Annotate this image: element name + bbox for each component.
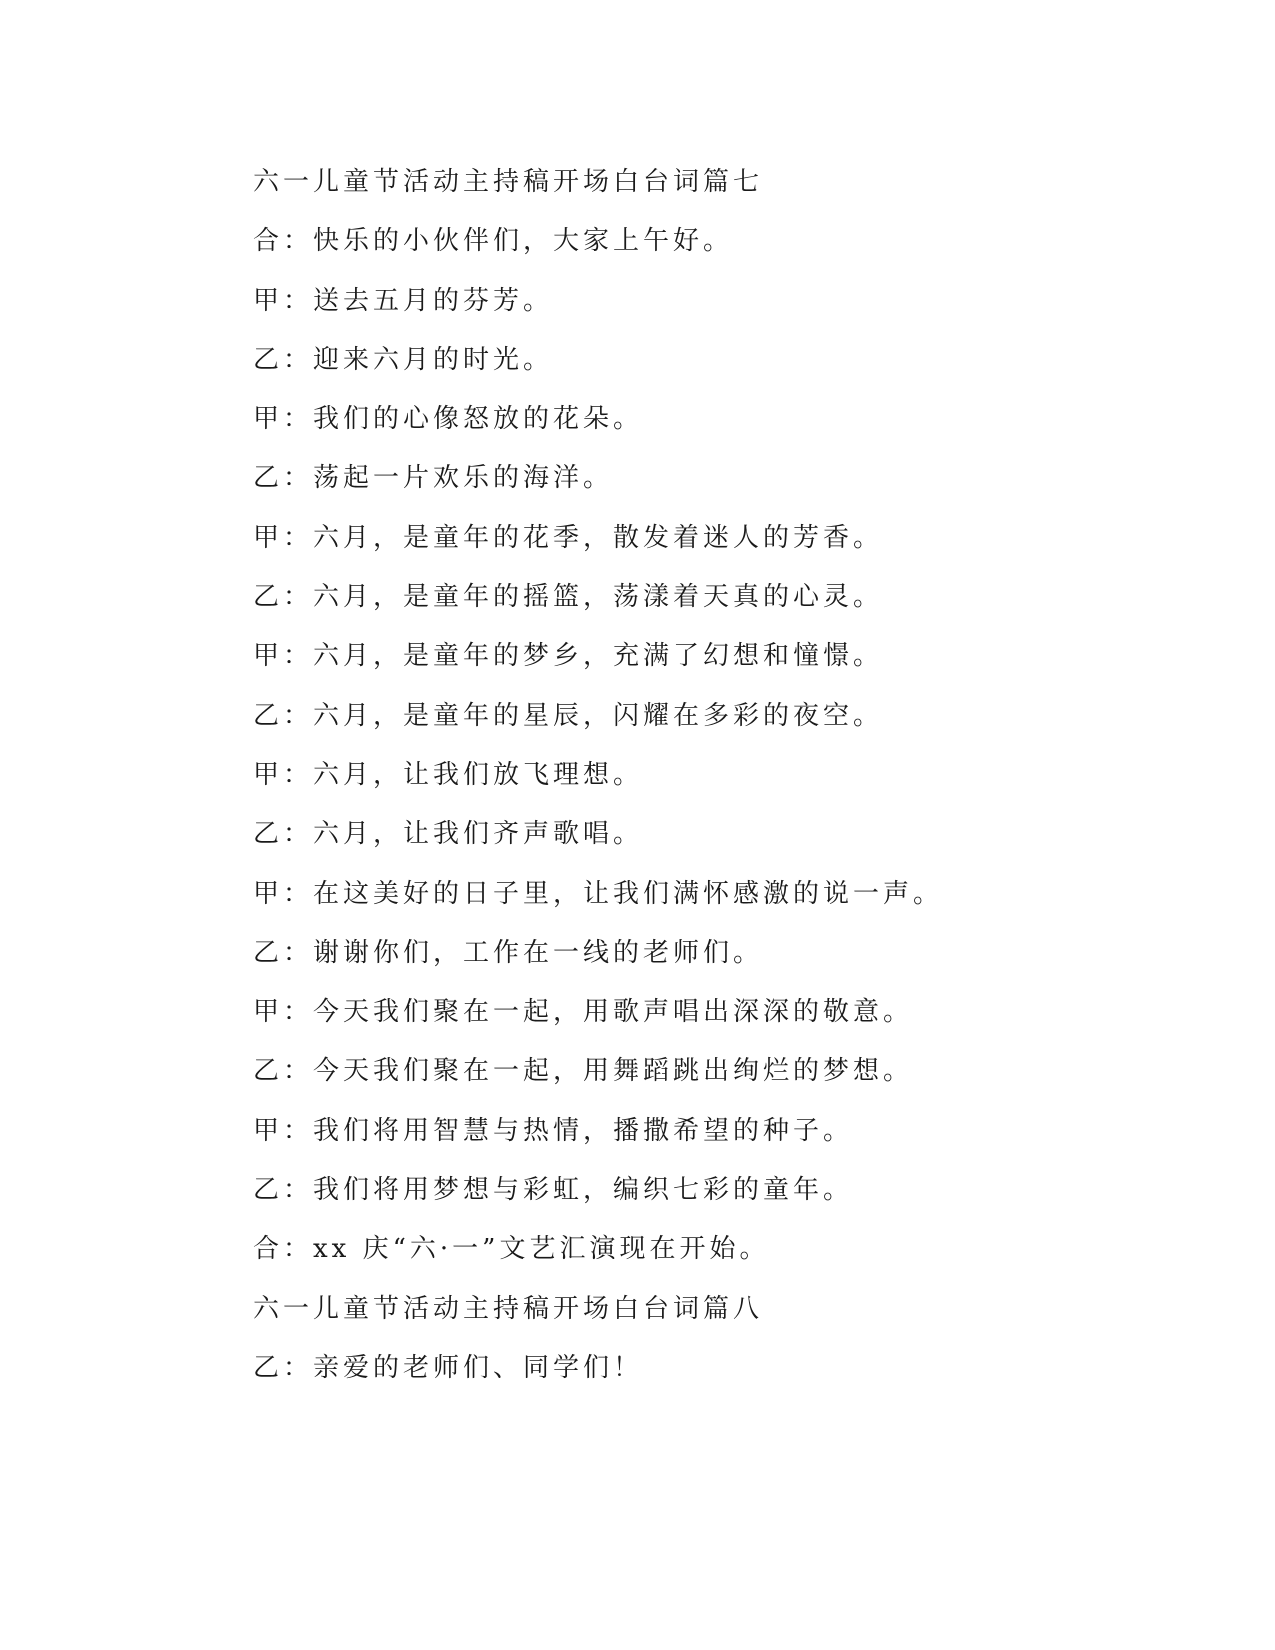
dialogue-line: 乙：六月，是童年的星辰，闪耀在多彩的夜空。 [253,700,884,731]
dialogue-line: 乙：迎来六月的时光。 [253,344,554,375]
dialogue-line: 乙：荡起一片欢乐的海洋。 [253,463,614,494]
dialogue-line: 甲：六月，是童年的梦乡，充满了幻想和憧憬。 [253,641,884,672]
dialogue-line: 乙：我们将用梦想与彩虹，编织七彩的童年。 [253,1175,854,1206]
dialogue-line: 合：xx 庆“六·一”文艺汇演现在开始。 [253,1234,770,1265]
dialogue-line: 乙：六月，让我们齐声歌唱。 [253,819,644,850]
dialogue-line: 合：快乐的小伙伴们，大家上午好。 [253,226,734,257]
dialogue-line: 乙：六月，是童年的摇篮，荡漾着天真的心灵。 [253,582,884,613]
dialogue-line: 甲：我们将用智慧与热情，播撒希望的种子。 [253,1115,854,1146]
dialogue-line: 乙：今天我们聚在一起，用舞蹈跳出绚烂的梦想。 [253,1056,914,1087]
dialogue-line: 乙：亲爱的老师们、同学们！ [253,1352,644,1383]
dialogue-line: 甲：今天我们聚在一起，用歌声唱出深深的敬意。 [253,997,914,1028]
document-body [253,162,1153,1407]
dialogue-line: 甲：在这美好的日子里，让我们满怀感激的说一声。 [253,878,944,909]
dialogue-line: 甲：六月，是童年的花季，散发着迷人的芳香。 [253,522,884,553]
section-heading-8: 六一儿童节活动主持稿开场白台词篇八 [253,1293,764,1324]
dialogue-line: 乙：谢谢你们，工作在一线的老师们。 [253,937,764,968]
dialogue-line: 甲：送去五月的芬芳。 [253,285,554,316]
dialogue-line: 甲：六月，让我们放飞理想。 [253,759,644,790]
section-heading-7: 六一儿童节活动主持稿开场白台词篇七 [253,167,764,197]
dialogue-line: 甲：我们的心像怒放的花朵。 [253,404,644,435]
